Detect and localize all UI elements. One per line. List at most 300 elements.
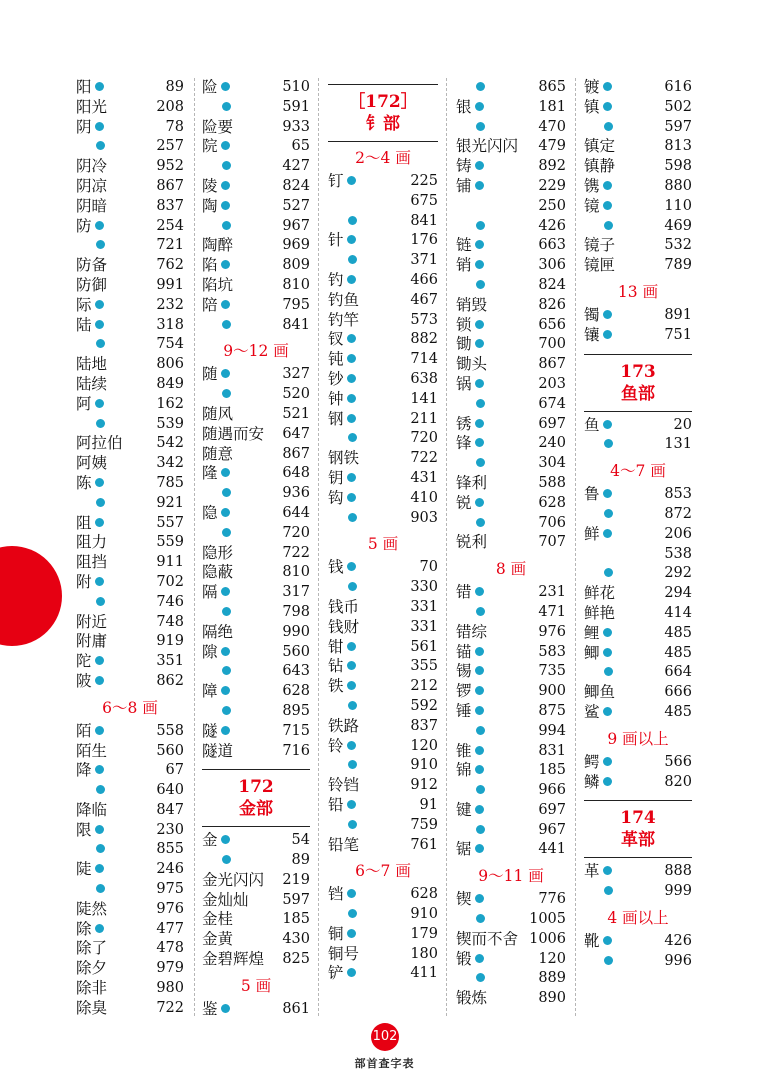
entry-word [456,623,487,643]
entry-page-number: 219 [282,871,310,888]
index-entry [584,952,692,972]
index-entry [456,335,566,355]
entry-page-number: 967 [538,821,566,838]
blue-marker-icon [603,489,612,498]
column-separator [318,78,319,1016]
blue-marker-icon [96,785,105,794]
entry-word [456,217,485,237]
entry-word [202,544,233,564]
entry-word [584,604,615,624]
entry-word-text: 隐形 [202,543,234,562]
index-entry [202,702,310,722]
index-entry [456,415,566,435]
entry-word [76,316,104,336]
entry-page-number: 67 [165,762,184,779]
entry-word [202,702,231,722]
entry-word-text: 镇 [584,97,600,116]
index-entry [584,545,692,565]
entry-word [584,217,613,237]
entry-word-text: 阴冷 [76,157,108,176]
entry-word [328,816,357,836]
entry-word [584,683,615,703]
index-entry [202,831,310,851]
index-entry [328,370,438,390]
entry-page-number: 674 [538,395,566,412]
blue-marker-icon [475,240,484,249]
index-entry [202,722,310,742]
entry-word-text: 际 [76,295,92,314]
entry-page-number: 700 [538,336,566,353]
stroke-count-heading: 8 画 [495,560,527,579]
index-column-3 [328,78,438,1018]
index-entry [328,410,438,430]
entry-word [328,172,356,192]
index-entry [76,722,184,742]
entry-word-text: 降 [76,761,92,780]
blue-marker-icon [222,706,231,715]
entry-page-number: 969 [282,237,310,254]
entry-page-number: 426 [664,932,692,949]
entry-word-text: 钝 [328,350,344,369]
entry-word [76,880,105,900]
entry-word [328,905,357,925]
blue-marker-icon [347,562,356,571]
entry-page-number: 855 [156,841,184,858]
entry-word [202,851,231,871]
entry-word-text: 除非 [76,979,108,998]
entry-page-number: 598 [664,158,692,175]
entry-page-number: 966 [538,782,566,799]
index-entry [202,742,310,762]
entry-word-text: 钱 [328,558,344,577]
entry-word [202,256,230,276]
entry-page-number: 892 [538,158,566,175]
entry-page-number: 990 [282,623,310,640]
stroke-count-heading: 6～8 画 [102,698,158,717]
blue-marker-icon [95,518,104,527]
entry-page-number: 181 [538,98,566,115]
blue-marker-icon [221,835,230,844]
entry-word [202,504,230,524]
entry-page-number: 697 [538,801,566,818]
entry-page-number: 776 [538,891,566,908]
entry-word-text: 铃 [328,736,344,755]
blue-marker-icon [475,587,484,596]
entry-word [456,256,484,276]
entry-word-text: 错 [456,583,472,602]
entry-word-text: 键 [456,800,472,819]
radical-heading [584,354,692,412]
index-entry [456,98,566,118]
entry-word [76,296,104,316]
index-entry [76,157,184,177]
entry-word-text: 除夕 [76,959,108,978]
index-entry [328,271,438,291]
blue-marker-icon [96,339,105,348]
blue-marker-icon [96,141,105,150]
entry-page-number: 809 [282,257,310,274]
entry-word-text: 陵 [202,176,218,195]
entry-word [328,251,357,271]
index-entry [456,840,566,860]
entry-word-text: 阳 [76,78,92,96]
entry-word [76,920,104,940]
blue-marker-icon [221,141,230,150]
index-entry [456,742,566,762]
entry-word [202,296,230,316]
entry-word [328,796,356,816]
entry-word-text: 障 [202,682,218,701]
entry-page-number: 317 [282,584,310,601]
entry-word [202,217,231,237]
entry-page-number: 875 [538,702,566,719]
blue-marker-icon [604,667,613,676]
entry-page-number: 180 [410,945,438,962]
stroke-count-heading: 13 画 [617,282,659,301]
entry-word-text: 阻 [76,513,92,532]
entry-word [76,959,107,979]
index-entry [456,177,566,197]
entry-page-number: 865 [538,79,566,95]
entry-word-text: 金黄 [202,930,234,949]
index-entry [456,950,566,970]
index-entry [456,989,566,1009]
blue-marker-icon [222,221,231,230]
blue-marker-icon [348,513,357,522]
entry-word [584,584,615,604]
entry-page-number: 478 [156,940,184,957]
blue-marker-icon [603,648,612,657]
entry-word [456,78,485,98]
index-entry [456,781,566,801]
entry-word [202,78,230,98]
entry-word-text: 限 [76,820,92,839]
index-entry [202,891,310,911]
index-entry [584,416,692,436]
entry-word [202,365,230,385]
entry-page-number: 327 [282,366,310,383]
entry-word [328,756,357,776]
entry-word-text: 锅 [456,374,472,393]
index-entry [328,925,438,945]
index-entry [202,930,310,950]
entry-word [202,583,230,603]
entry-word [76,840,105,860]
entry-word [584,137,615,157]
entry-page-number: 889 [538,970,566,987]
index-entry [328,905,438,925]
entry-word-text: 锡 [456,662,472,681]
blue-marker-icon [96,240,105,249]
entry-word-text: 陈 [76,473,92,492]
entry-word-text: 随 [202,365,218,384]
entry-word-text: 钱币 [328,597,360,616]
index-entry [76,434,184,454]
radical-heading [202,769,310,827]
entry-word [456,989,487,1009]
entry-word-text: 镜 [584,196,600,215]
blue-marker-icon [603,529,612,538]
blue-marker-icon [221,1004,230,1013]
blue-marker-icon [475,260,484,269]
blue-marker-icon [95,656,104,665]
entry-page-number: 470 [538,118,566,135]
index-entry [584,564,692,584]
index-entry [456,603,566,623]
entry-page-number: 521 [282,405,310,422]
entry-page-number: 91 [419,796,438,813]
entry-page-number: 976 [156,900,184,917]
blue-marker-icon [222,528,231,537]
entry-word [456,722,485,742]
entry-word [202,276,233,296]
entry-page-number: 292 [664,565,692,582]
entry-page-number: 254 [156,217,184,234]
entry-word-text: 鱼 [584,415,600,434]
entry-word [76,652,104,672]
entry-word [584,505,613,525]
entry-page-number: 78 [165,118,184,135]
index-entry [76,375,184,395]
entry-word [456,910,485,930]
blue-marker-icon [347,334,356,343]
blue-marker-icon [221,260,230,269]
blue-marker-icon [604,886,613,895]
index-entry [76,999,184,1019]
divider [202,769,310,770]
entry-page-number: 560 [156,742,184,759]
entry-word [76,236,105,256]
entry-word-text: 钉 [328,172,344,190]
entry-word-text: 陂 [76,671,92,690]
entry-word [456,514,485,534]
index-column-5 [584,78,692,1018]
entry-word-text: 附近 [76,612,108,631]
entry-page-number: 824 [282,177,310,194]
entry-word [584,773,612,793]
entry-page-number: 826 [538,296,566,313]
index-entry [202,217,310,237]
entry-word-text: 金桂 [202,910,234,929]
index-entry [76,474,184,494]
blue-marker-icon [348,216,357,225]
entry-page-number: 588 [538,474,566,491]
index-entry [328,291,438,311]
entry-word-text: 鳄 [584,752,600,771]
index-entry [328,429,438,449]
entry-word [76,256,107,276]
index-entry [76,920,184,940]
entry-page-number: 20 [673,416,692,433]
blue-marker-icon [476,122,485,131]
blue-marker-icon [222,607,231,616]
index-entry [584,485,692,505]
entry-word-text: 陷 [202,256,218,275]
entry-word-text: 陌生 [76,741,108,760]
entry-word [456,761,484,781]
entry-word-text: 镀 [584,78,600,96]
blue-marker-icon [221,369,230,378]
entry-word [202,157,231,177]
entry-word [202,563,233,583]
entry-word-text: 降临 [76,800,108,819]
entry-word [76,494,105,514]
entry-word [202,177,230,197]
entry-word-text: 防御 [76,275,108,294]
entry-page-number: 485 [664,703,692,720]
entry-word [328,429,357,449]
index-entry [76,276,184,296]
blue-marker-icon [95,924,104,933]
entry-page-number: 538 [664,545,692,562]
index-entry [456,583,566,603]
entry-page-number: 847 [156,801,184,818]
entry-word-text: 鲨 [584,702,600,721]
index-entry [584,137,692,157]
entry-word [76,157,107,177]
entry-word-text: 锲 [456,890,472,909]
blue-marker-icon [476,518,485,527]
entry-word-text: 镇静 [584,157,616,176]
entry-word-text: 隙 [202,642,218,661]
entry-word-text: 阴 [76,117,92,136]
entry-page-number: 952 [156,158,184,175]
entry-word [584,882,613,902]
blue-marker-icon [347,968,356,977]
divider [584,857,692,858]
entry-word [202,742,233,762]
column-separator [446,78,447,1016]
entry-word-text: 锣 [456,682,472,701]
blue-marker-icon [347,235,356,244]
index-entry [456,316,566,336]
entry-page-number: 720 [410,430,438,447]
entry-page-number: 185 [282,911,310,928]
index-entry [202,603,310,623]
entry-word-text: 锁 [456,315,472,334]
stroke-count-heading: 9 画以上 [607,729,669,748]
entry-word-text: 险要 [202,117,234,136]
entry-word-text: 鳞 [584,772,600,791]
entry-word-text: 除了 [76,939,108,958]
entry-word [202,910,233,930]
blue-marker-icon [95,320,104,329]
index-entry [76,137,184,157]
entry-word-text: 镯 [584,305,600,324]
entry-word [202,445,233,465]
entry-page-number: 176 [410,232,438,249]
entry-word [76,177,107,197]
entry-word [202,118,233,138]
entry-word-text: 陡然 [76,899,108,918]
index-entry [584,306,692,326]
entry-page-number: 656 [538,316,566,333]
entry-word [76,454,107,474]
index-entry [202,425,310,445]
index-entry [456,910,566,930]
blue-marker-icon [475,746,484,755]
blue-marker-icon [347,176,356,185]
entry-page-number: 735 [538,663,566,680]
index-entry [456,157,566,177]
entry-word [76,613,107,633]
entry-word [456,415,484,435]
entry-word [202,98,231,118]
entry-page-number: 967 [282,217,310,234]
blue-marker-icon [603,310,612,319]
entry-word-text: 钟 [328,389,344,408]
index-entry [76,118,184,138]
footer-title: 部首查字表 [354,1057,415,1070]
blue-marker-icon [476,607,485,616]
index-entry [76,355,184,375]
index-entry [76,672,184,692]
entry-word [76,375,107,395]
index-entry [76,880,184,900]
entry-page-number: 566 [664,753,692,770]
entry-page-number: 355 [410,658,438,675]
blue-marker-icon [347,889,356,898]
entry-word-text: 钻 [328,657,344,676]
entry-page-number: 231 [538,584,566,601]
index-entry [76,840,184,860]
entry-page-number: 861 [282,1000,310,1017]
entry-word [76,722,104,742]
entry-page-number: 250 [538,197,566,214]
index-entry [328,251,438,271]
blue-marker-icon [95,122,104,131]
blue-marker-icon [348,760,357,769]
blue-marker-icon [475,161,484,170]
entry-page-number: 502 [664,98,692,115]
entry-page-number: 785 [156,474,184,491]
entry-word-text: 防备 [76,256,108,275]
blue-marker-icon [347,275,356,284]
index-entry [76,533,184,553]
entry-word [76,821,104,841]
entry-page-number: 888 [664,863,692,880]
entry-word [328,509,357,529]
entry-word [76,276,107,296]
index-entry [76,801,184,821]
index-entry [328,350,438,370]
entry-word-text: 钓鱼 [328,290,360,309]
blue-marker-icon [221,508,230,517]
radical-heading [584,800,692,858]
entry-page-number: 721 [156,237,184,254]
divider [584,411,692,412]
entry-page-number: 510 [282,79,310,95]
entry-page-number: 831 [538,742,566,759]
entry-word-text: 鲁 [584,485,600,504]
index-entry [456,722,566,742]
entry-page-number: 573 [410,311,438,328]
index-entry [328,598,438,618]
index-entry [328,330,438,350]
entry-word [456,177,484,197]
entry-word [202,425,264,445]
entry-word [456,434,484,454]
divider [328,141,438,142]
index-entry [456,662,566,682]
blue-marker-icon [96,597,105,606]
index-entry [76,781,184,801]
index-entry [76,860,184,880]
entry-word-text: 险 [202,78,218,96]
entry-word [202,891,249,911]
entry-page-number: 485 [664,624,692,641]
entry-word-text: 革 [584,862,600,881]
